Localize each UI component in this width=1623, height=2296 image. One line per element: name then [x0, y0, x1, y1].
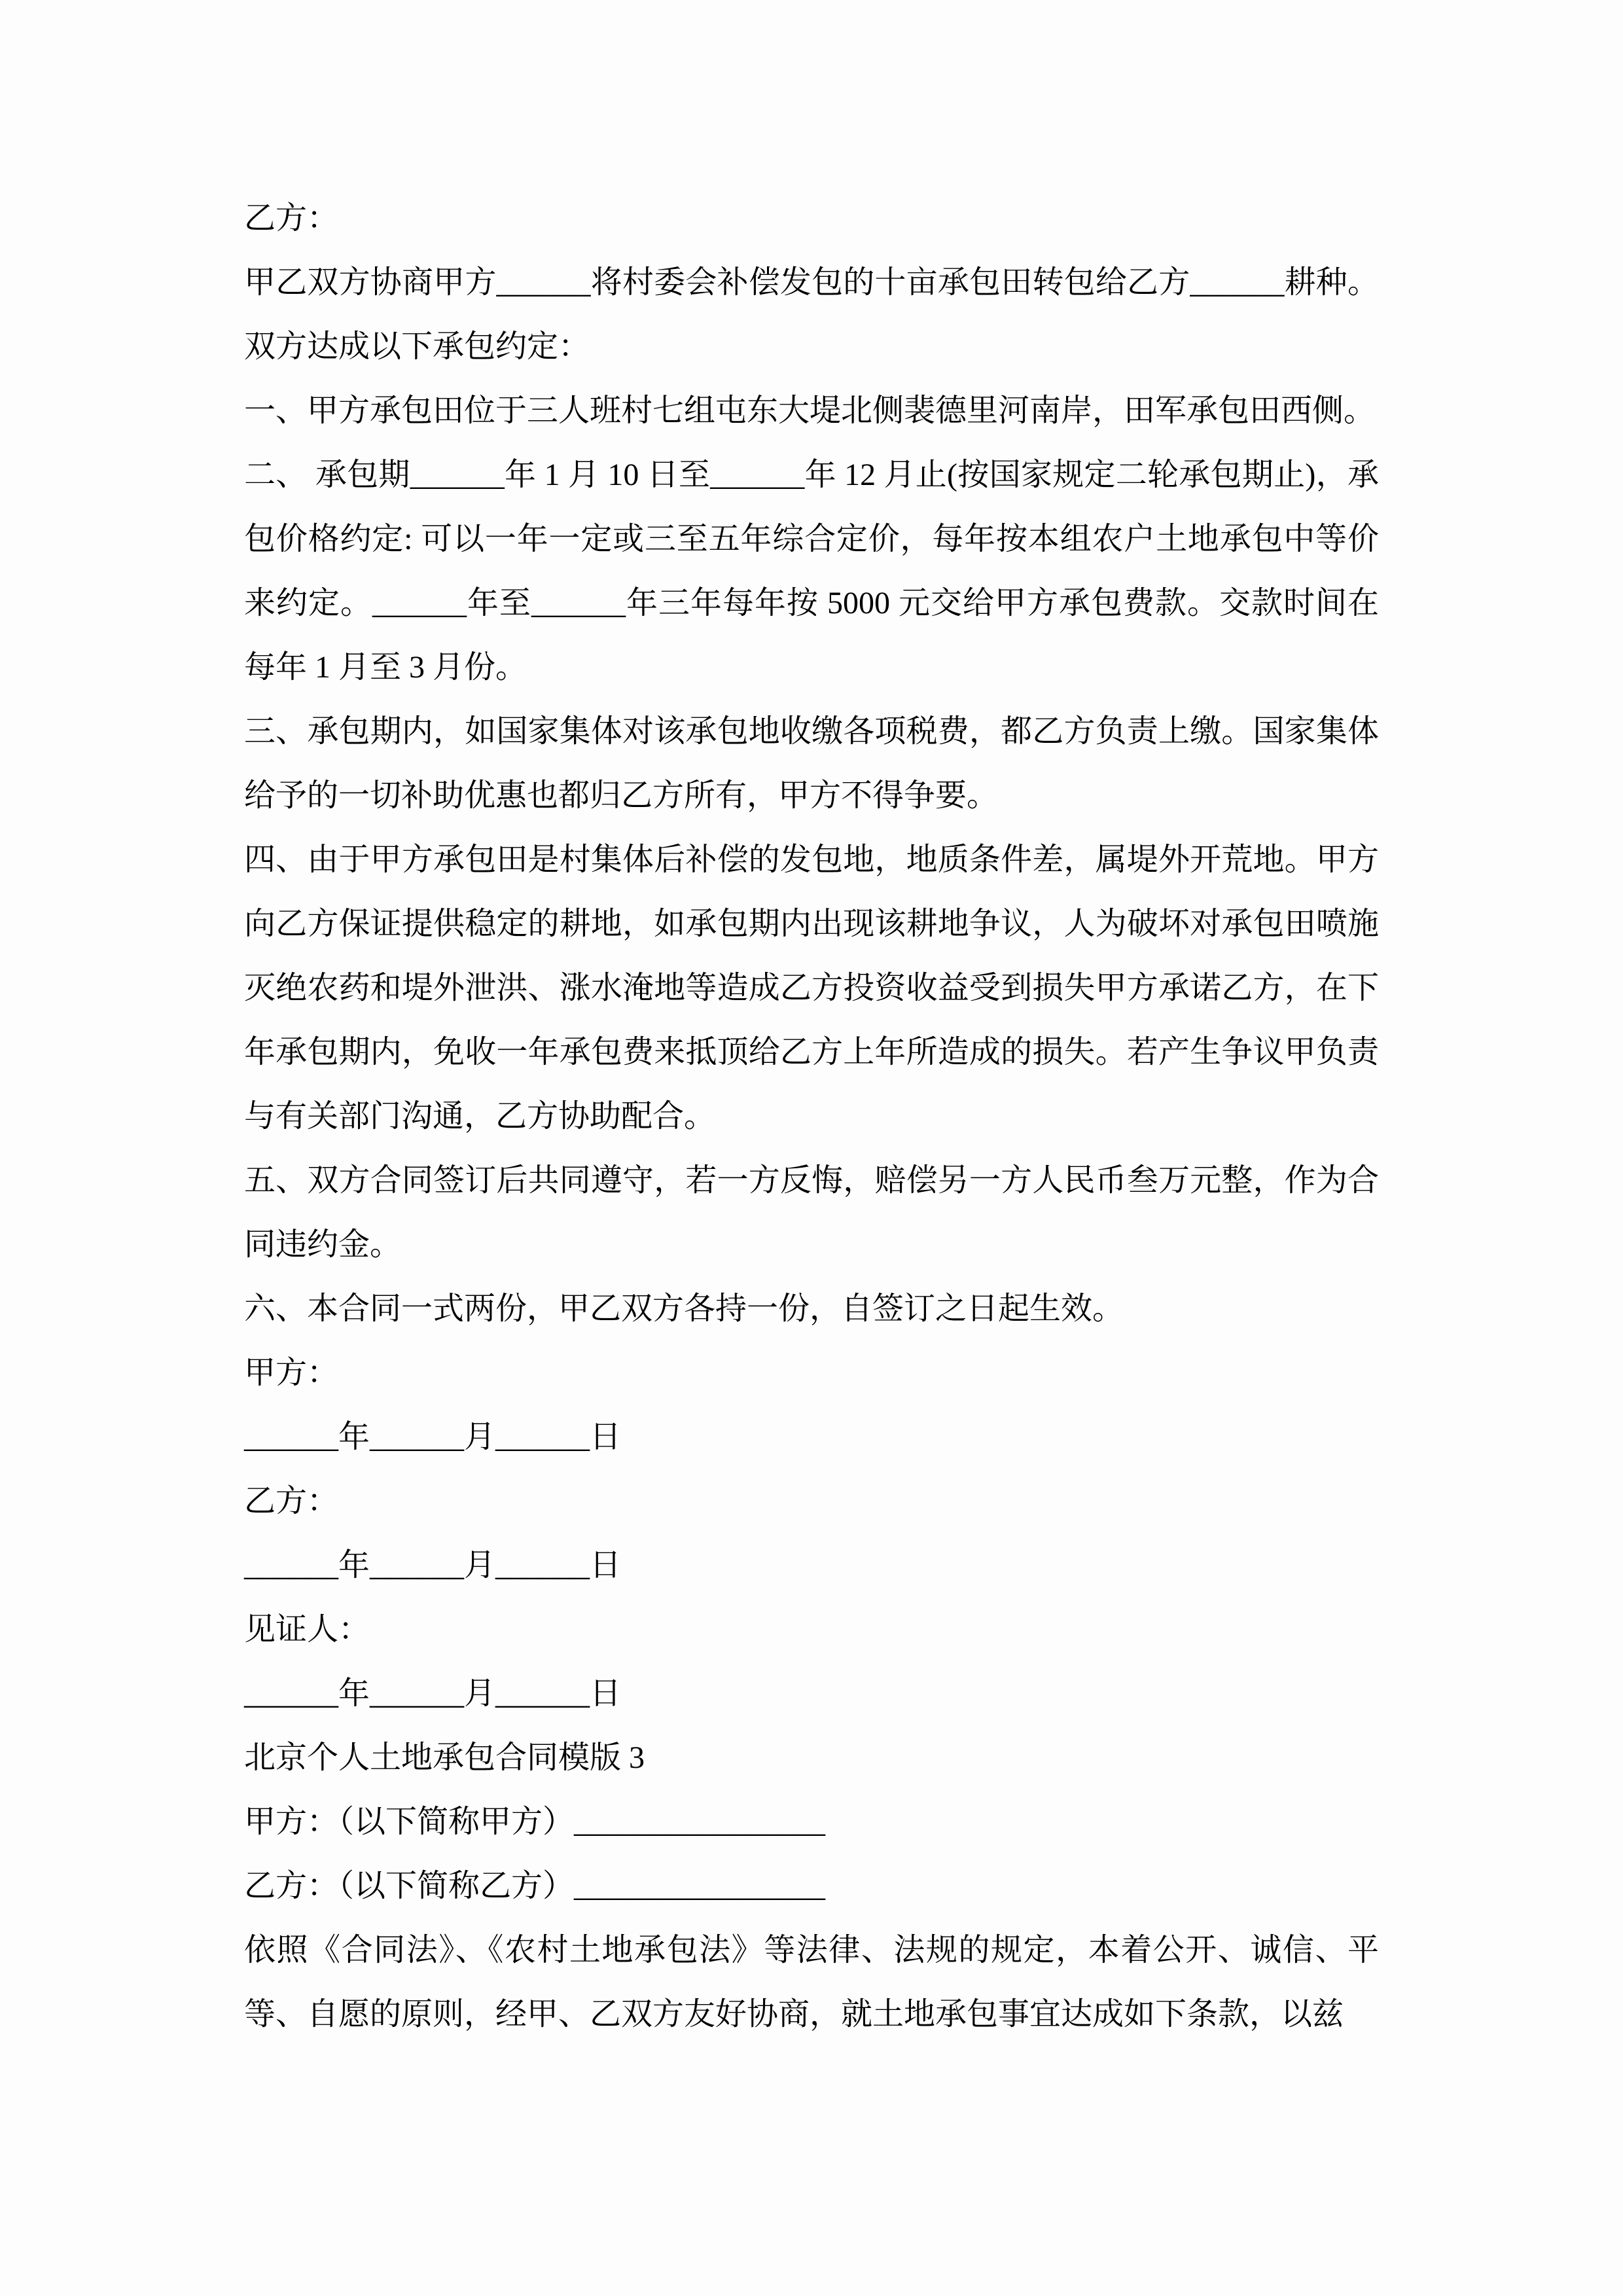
paragraph-clause-4: 四、由于甲方承包田是村集体后补偿的发包地，地质条件差，属堤外开荒地。甲方向乙方保证提供稳定的耕地，如承包期内出现该耕地争议，人为破坏对承包田喷施灭绝农药和堤外泄洪、涨水淹地等造成乙方投资收益受到损失甲方承诺乙方，在下年承包期内，免收一年承包费来抵顶给乙方上年所造成的损失。若产生争议甲负责与有关部门沟通，乙方协助配合。 [244, 842, 1379, 1134]
paragraph-clause-2: 二、 承包期______年 1 月 10 日至______年 12 月止(按国家规定二轮承包期止)，承包价格约定: 可以一年一定或三至五年综合定价，每年按本组农户土地承包中等价来约定。______年至______年三年每年按 5000 元交给甲方承包费款。交款时间在每年 1 月至 3 月份。 [244, 457, 1379, 685]
paragraph-clause-6: 六、本合同一式两份，甲乙双方各持一份，自签订之日起生效。 [244, 1291, 1124, 1326]
signature-date-line-1: ______年______月______日 [244, 1420, 622, 1454]
section-title-paragraph: 北京个人土地承包合同模版 3 [244, 1740, 645, 1775]
signature-date-line-2: ______年______月______日 [244, 1548, 622, 1583]
paragraph-clause-1: 一、甲方承包田位于三人班村七组屯东大堤北侧裴德里河南岸，田军承包田西侧。 [244, 393, 1376, 428]
document-content [244, 187, 1379, 2047]
paragraph-party-b-label: 乙方： [244, 201, 339, 236]
paragraph-preamble: 甲乙双方协商甲方______将村委会补偿发包的十亩承包田转包给乙方______耕种。双方达成以下承包约定： [244, 265, 1379, 364]
signature-witness-label: 见证人： [244, 1612, 370, 1647]
signature-party-b-label: 乙方： [244, 1484, 339, 1518]
paragraph-legal-basis: 依照《合同法》、《农村土地承包法》等法律、法规的规定，本着公开、诚信、平等、自愿的原则，经甲、乙双方友好协商，就土地承包事宜达成如下条款，以兹 [244, 1933, 1379, 2032]
party-b-blank-line: 乙方：（以下简称乙方）________________ [244, 1869, 826, 1903]
signature-party-a-label: 甲方： [244, 1355, 339, 1390]
paragraph-clause-5: 五、双方合同签订后共同遵守，若一方反悔，赔偿另一方人民币叁万元整，作为合同违约金。 [244, 1163, 1379, 1262]
signature-date-line-3: ______年______月______日 [244, 1676, 622, 1711]
paragraph-clause-3: 三、承包期内，如国家集体对该承包地收缴各项税费，都乙方负责上缴。国家集体给予的一切补助优惠也都归乙方所有，甲方不得争要。 [244, 714, 1379, 813]
party-a-blank-line: 甲方：（以下简称甲方）________________ [244, 1804, 826, 1839]
